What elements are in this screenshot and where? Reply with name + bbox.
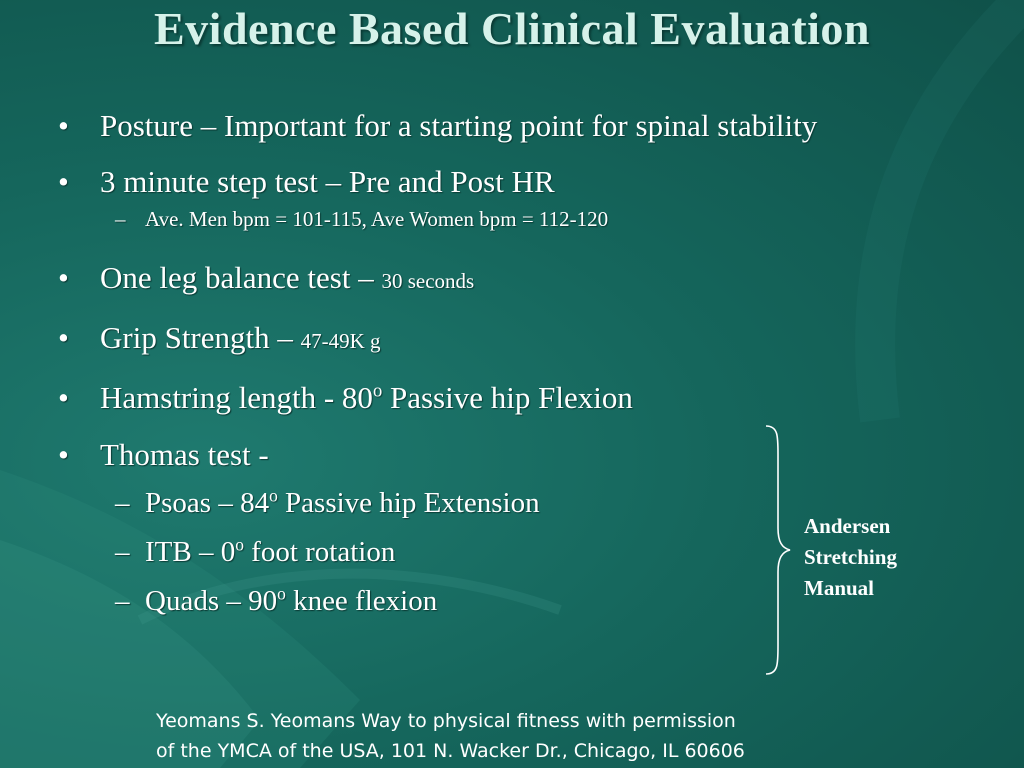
bullet-grip-strength bbox=[58, 316, 818, 363]
degree-symbol: o bbox=[269, 485, 278, 506]
sub-bullet-post: foot rotation bbox=[243, 536, 396, 568]
sub-bullet-psoas bbox=[58, 481, 818, 525]
side-note-line: Stretching bbox=[804, 545, 897, 569]
degree-symbol: o bbox=[372, 380, 383, 402]
citation-line: of the YMCA of the USA, 101 N. Wacker Dr., Chicago, IL 60606 bbox=[156, 740, 745, 762]
dash-marker: – bbox=[115, 585, 130, 617]
bullet-marker: • bbox=[58, 437, 69, 472]
dash-marker: – bbox=[115, 487, 130, 519]
citation-line: Yeomans S. Yeomans Way to physical fitness with permission bbox=[156, 710, 736, 732]
side-note bbox=[804, 511, 897, 604]
bullet-step-test bbox=[58, 160, 818, 204]
sub-bullet-post: Passive hip Extension bbox=[277, 487, 540, 519]
bullet-marker: • bbox=[58, 380, 69, 415]
bullet-text-post: Passive hip Flexion bbox=[382, 380, 633, 415]
bullet-marker: • bbox=[58, 320, 69, 355]
bullet-thomas-test bbox=[58, 433, 818, 477]
citation bbox=[156, 706, 745, 766]
bullet-text: Posture – Important for a starting point for spinal stability bbox=[100, 108, 818, 143]
side-note-line: Manual bbox=[804, 576, 875, 600]
bullet-text: Thomas test - bbox=[100, 437, 269, 472]
dash-marker: – bbox=[115, 536, 130, 568]
bullet-text: Grip Strength – bbox=[100, 320, 301, 355]
bullet-text: 3 minute step test – Pre and Post HR bbox=[100, 164, 555, 199]
sub-bullet-itb bbox=[58, 530, 818, 574]
sub-bullet-pre: ITB – 0 bbox=[145, 536, 236, 568]
bullet-text-pre: Hamstring length - 80 bbox=[100, 380, 373, 415]
bullet-posture bbox=[58, 104, 818, 148]
bullet-marker: • bbox=[58, 108, 69, 143]
bullet-text: One leg balance test – bbox=[100, 260, 382, 295]
bullet-small-text: 30 seconds bbox=[381, 269, 475, 293]
slide-title: Evidence Based Clinical Evaluation bbox=[153, 3, 871, 54]
sub-bullet-quads bbox=[58, 579, 818, 623]
sub-bullet-bpm bbox=[58, 204, 818, 234]
sub-bullet-pre: Quads – 90 bbox=[145, 585, 278, 617]
bullet-list bbox=[58, 104, 818, 623]
bullet-balance-test bbox=[58, 256, 818, 303]
side-note-line: Andersen bbox=[804, 514, 891, 538]
degree-symbol: o bbox=[235, 534, 244, 555]
degree-symbol: o bbox=[277, 583, 286, 604]
bullet-marker: • bbox=[58, 260, 69, 295]
sub-bullet-pre: Psoas – 84 bbox=[145, 487, 270, 519]
sub-bullet-text: Ave. Men bpm = 101-115, Ave Women bpm = 112-120 bbox=[145, 207, 609, 231]
bullet-hamstring bbox=[58, 376, 818, 420]
bullet-small-text: 47-49K g bbox=[300, 329, 381, 353]
bullet-marker: • bbox=[58, 164, 69, 199]
sub-bullet-post: knee flexion bbox=[285, 585, 438, 617]
right-brace bbox=[764, 424, 794, 676]
dash-marker: – bbox=[115, 207, 126, 231]
